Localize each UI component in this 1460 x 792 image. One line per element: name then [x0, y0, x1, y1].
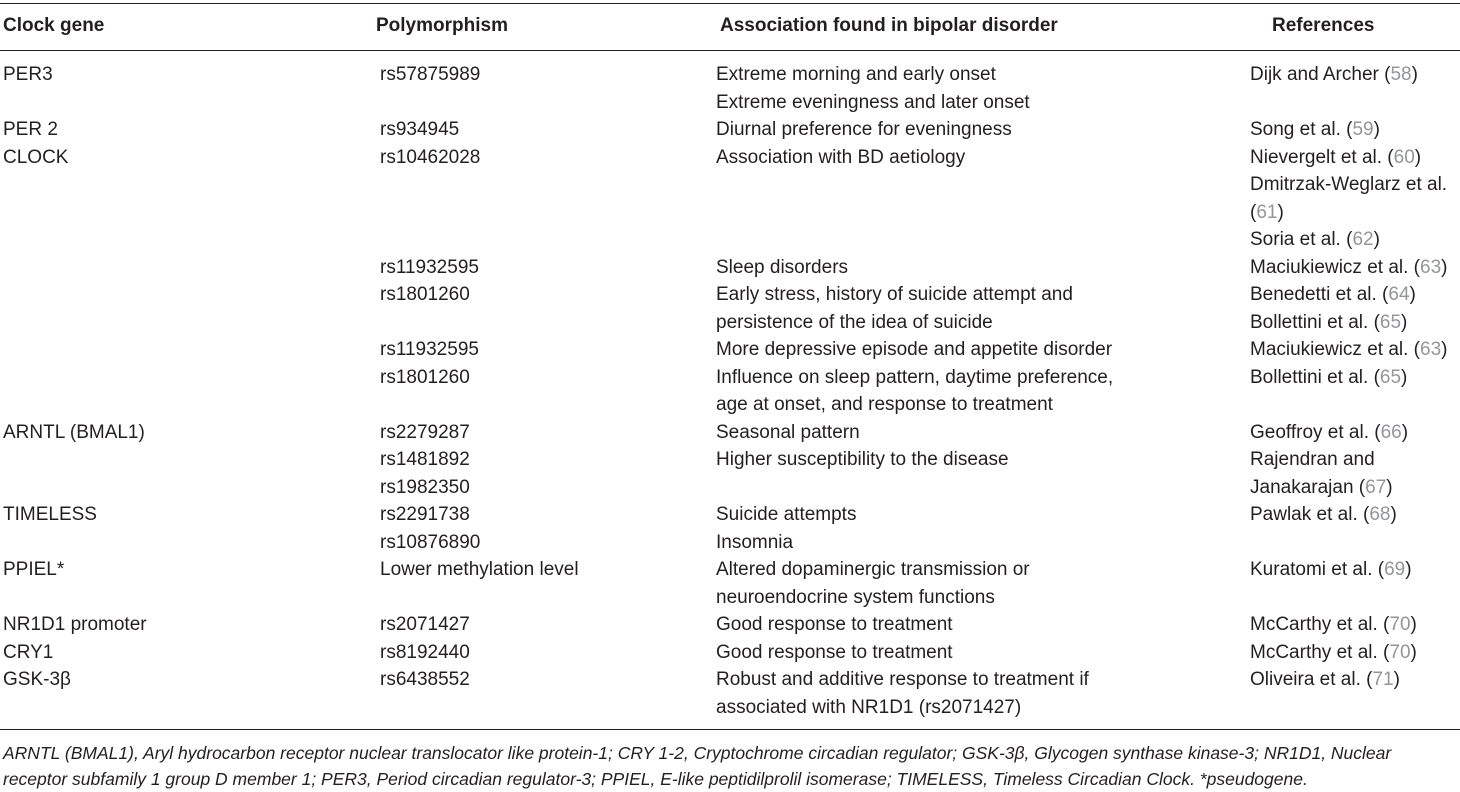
reference-number-link[interactable]: 59	[1352, 119, 1374, 140]
gene-cell	[3, 501, 363, 529]
reference-cell	[1250, 446, 1460, 501]
reference-number-link[interactable]: 65	[1379, 311, 1402, 333]
gene-cell	[3, 116, 363, 144]
reference-cell	[1250, 419, 1460, 447]
reference-text: Nievergelt et al. (	[1250, 146, 1394, 168]
gene-cell-line: GSK-3β	[3, 669, 71, 690]
polymorphism-cell-line: rs1481892	[380, 449, 470, 470]
polymorphism-cell	[380, 639, 700, 667]
header-rule	[0, 50, 1460, 51]
polymorphism-cell	[380, 556, 700, 584]
reference-text: Janakarajan (	[1250, 476, 1366, 498]
gene-cell-line: NR1D1 promoter	[3, 614, 147, 635]
polymorphism-cell-line: rs8192440	[380, 641, 470, 663]
association-cell	[716, 281, 1236, 336]
reference-line	[1250, 446, 1460, 474]
reference-text: Bollettini et al. (	[1250, 311, 1380, 333]
polymorphism-cell-line: rs6438552	[380, 669, 470, 690]
association-cell-line: Sleep disorders	[716, 256, 849, 278]
reference-text: McCarthy et al. (	[1250, 614, 1390, 635]
gene-cell	[3, 61, 363, 89]
reference-line	[1250, 556, 1460, 584]
association-cell-line: Insomnia	[716, 531, 794, 553]
table-row	[0, 364, 1460, 419]
gene-cell-line: CLOCK	[3, 146, 69, 168]
association-cell	[716, 666, 1236, 721]
reference-number-link[interactable]: 70	[1389, 641, 1411, 663]
reference-number-link[interactable]: 68	[1369, 504, 1391, 525]
reference-text: Geoffroy et al. (	[1250, 421, 1381, 443]
reference-close: )	[1405, 559, 1412, 580]
gene-cell	[3, 611, 363, 639]
gene-cell	[3, 556, 363, 584]
association-cell	[716, 364, 1236, 419]
table-row	[0, 144, 1460, 254]
association-cell-line: Good response to treatment	[716, 614, 953, 635]
association-cell-line: Extreme eveningness and later onset	[716, 91, 1030, 113]
association-cell-line: neuroendocrine system functions	[716, 586, 995, 608]
polymorphism-cell-line: rs10462028	[380, 146, 481, 168]
gene-cell	[3, 144, 363, 172]
association-cell-line: Seasonal pattern	[716, 421, 860, 443]
reference-line	[1250, 116, 1460, 144]
reference-close: )	[1401, 311, 1408, 333]
polymorphism-cell-line: rs2071427	[380, 614, 470, 635]
reference-close: )	[1441, 256, 1448, 278]
reference-number-link[interactable]: 58	[1390, 64, 1412, 85]
reference-line	[1250, 309, 1460, 337]
reference-line	[1250, 171, 1460, 199]
reference-text: Benedetti et al. (	[1250, 284, 1389, 305]
reference-text: Kuratomi et al. (	[1250, 559, 1385, 580]
table-row	[0, 666, 1460, 721]
reference-close: )	[1401, 366, 1408, 388]
table-row	[0, 446, 1460, 501]
table-row	[0, 281, 1460, 336]
table-row	[0, 336, 1460, 364]
polymorphism-cell	[380, 116, 700, 144]
reference-cell	[1250, 611, 1460, 639]
polymorphism-cell	[380, 419, 700, 447]
reference-text: Oliveira et al. (	[1250, 669, 1373, 690]
reference-number-link[interactable]: 66	[1380, 421, 1402, 443]
polymorphism-cell-line: Lower methylation level	[380, 559, 579, 580]
association-cell-line: Higher susceptibility to the disease	[716, 449, 1009, 470]
association-cell-line: Robust and additive response to treatment if	[716, 669, 1089, 690]
polymorphism-cell-line: rs2279287	[380, 421, 470, 443]
reference-line	[1250, 419, 1460, 447]
association-cell-line: Altered dopaminergic transmission or	[716, 559, 1030, 580]
reference-close: )	[1411, 64, 1418, 85]
gene-cell-line: TIMELESS	[3, 504, 97, 525]
association-cell	[716, 336, 1236, 364]
reference-line	[1250, 611, 1460, 639]
table-footnote: ARNTL (BMAL1), Aryl hydrocarbon receptor nuclear translocator like protein-1; CRY 1-2, Cryptochrome circadian regulator; GSK-3β, Glycogen synthase kinase-3; NR1D1, Nuclear receptor subfamily 1 group D member 1; PER3, Period circadian regulator-3; PPIEL, E-like peptidilprolil isomerase; TIMELESS, Timeless Circadian Clock. *pseudogene.	[3, 743, 1392, 789]
reference-close: )	[1277, 201, 1284, 223]
reference-number-link[interactable]: 64	[1388, 284, 1410, 305]
reference-close: )	[1409, 284, 1416, 305]
table-row	[0, 419, 1460, 447]
reference-number-link[interactable]: 62	[1352, 229, 1374, 250]
gene-cell	[3, 419, 363, 447]
reference-text: Dmitrzak-Weglarz et al.	[1250, 174, 1448, 195]
reference-cell	[1250, 556, 1460, 584]
table-row	[0, 556, 1460, 611]
association-cell	[716, 116, 1236, 144]
reference-number-link[interactable]: 70	[1389, 614, 1411, 635]
association-cell	[716, 556, 1236, 611]
table-row	[0, 611, 1460, 639]
reference-line	[1250, 281, 1460, 309]
reference-number-link[interactable]: 60	[1393, 146, 1415, 168]
polymorphism-cell	[380, 336, 700, 364]
reference-line	[1250, 61, 1460, 89]
polymorphism-cell-line: rs11932595	[380, 256, 479, 278]
reference-cell	[1250, 364, 1460, 392]
reference-number-link[interactable]: 65	[1379, 366, 1402, 388]
reference-number-link[interactable]: 69	[1384, 559, 1406, 580]
reference-close: )	[1441, 339, 1448, 360]
reference-line	[1250, 254, 1460, 282]
association-cell	[716, 446, 1236, 474]
association-cell-line: associated with NR1D1 (rs2071427)	[716, 696, 1022, 718]
reference-close: )	[1386, 476, 1393, 498]
polymorphism-cell	[380, 281, 700, 309]
reference-cell	[1250, 144, 1460, 254]
gene-cell	[3, 666, 363, 694]
polymorphism-cell-line: rs1801260	[380, 284, 470, 305]
reference-line	[1250, 474, 1460, 502]
polymorphism-cell-line: rs11932595	[380, 339, 479, 360]
reference-text: McCarthy et al. (	[1250, 641, 1390, 663]
polymorphism-cell	[380, 666, 700, 694]
reference-close: )	[1373, 119, 1380, 140]
polymorphism-cell-line: rs1982350	[380, 476, 470, 498]
association-cell-line: Extreme morning and early onset	[716, 64, 996, 85]
reference-number-link[interactable]: 71	[1372, 669, 1394, 690]
reference-line	[1250, 639, 1460, 667]
association-cell	[716, 611, 1236, 639]
table-row	[0, 639, 1460, 667]
reference-close: )	[1410, 641, 1417, 663]
reference-text: Dijk and Archer (	[1250, 64, 1391, 85]
reference-cell	[1250, 116, 1460, 144]
polymorphism-cell	[380, 364, 700, 392]
association-cell	[716, 501, 1236, 556]
polymorphism-cell	[380, 254, 700, 282]
reference-close: )	[1414, 146, 1422, 168]
table-body	[0, 61, 1460, 721]
reference-cell	[1250, 281, 1460, 336]
association-cell-line: persistence of the idea of suicide	[716, 311, 993, 333]
gene-cell	[3, 639, 363, 667]
reference-cell	[1250, 61, 1460, 89]
gene-cell-line: PPIEL*	[3, 559, 65, 580]
polymorphism-cell	[380, 611, 700, 639]
polymorphism-cell-line: rs2291738	[380, 504, 470, 525]
reference-cell	[1250, 254, 1460, 282]
table-row	[0, 116, 1460, 144]
reference-text: (	[1250, 201, 1257, 223]
reference-line	[1250, 199, 1460, 227]
reference-cell	[1250, 336, 1460, 364]
top-rule	[0, 3, 1460, 4]
association-cell-line: Association with BD aetiology	[716, 146, 966, 168]
reference-close: )	[1393, 669, 1400, 690]
reference-close: )	[1373, 229, 1380, 250]
bottom-rule	[0, 729, 1460, 730]
polymorphism-cell	[380, 501, 700, 556]
association-cell	[716, 419, 1236, 447]
reference-line	[1250, 364, 1460, 392]
polymorphism-cell-line: rs10876890	[380, 531, 481, 553]
polymorphism-cell-line: rs57875989	[380, 64, 481, 85]
reference-line	[1250, 144, 1460, 172]
reference-text: Maciukiewicz et al. (	[1250, 339, 1420, 360]
reference-number-link[interactable]: 61	[1256, 201, 1278, 223]
association-cell	[716, 254, 1236, 282]
polymorphism-cell	[380, 446, 700, 501]
association-cell-line: Early stress, history of suicide attempt and	[716, 284, 1073, 305]
reference-text: Maciukiewicz et al. (	[1250, 256, 1420, 278]
reference-close: )	[1390, 504, 1397, 525]
table-row	[0, 501, 1460, 556]
gene-cell-line: PER3	[3, 64, 53, 85]
association-cell	[716, 639, 1236, 667]
reference-cell	[1250, 501, 1460, 529]
gene-cell-line: PER 2	[3, 119, 58, 140]
reference-cell	[1250, 666, 1460, 694]
reference-close: )	[1410, 614, 1417, 635]
table-row	[0, 254, 1460, 282]
association-cell-line: More depressive episode and appetite disorder	[716, 339, 1113, 360]
reference-line	[1250, 336, 1460, 364]
table-row	[0, 61, 1460, 116]
header-association: Association found in bipolar disorder	[720, 15, 1058, 36]
association-cell-line: Good response to treatment	[716, 641, 953, 663]
association-cell	[716, 61, 1236, 116]
association-cell	[716, 144, 1236, 172]
reference-number-link[interactable]: 67	[1365, 476, 1387, 498]
reference-number-link[interactable]: 63	[1420, 256, 1442, 278]
polymorphism-cell-line: rs934945	[380, 119, 460, 140]
reference-text: Song et al. (	[1250, 119, 1353, 140]
reference-line	[1250, 501, 1460, 529]
association-cell-line: age at onset, and response to treatment	[716, 394, 1053, 415]
header-clock-gene: Clock gene	[3, 15, 105, 36]
gene-cell-line: CRY1	[3, 641, 54, 663]
reference-cell	[1250, 639, 1460, 667]
reference-line	[1250, 666, 1460, 694]
association-cell-line: Diurnal preference for eveningness	[716, 119, 1012, 140]
reference-number-link[interactable]: 63	[1420, 339, 1442, 360]
polymorphism-cell	[380, 61, 700, 89]
header-references: References	[1272, 15, 1375, 36]
reference-line	[1250, 226, 1460, 254]
header-polymorphism: Polymorphism	[376, 15, 508, 36]
association-cell-line: Suicide attempts	[716, 504, 857, 525]
reference-text: Bollettini et al. (	[1250, 366, 1380, 388]
gene-cell-line: ARNTL (BMAL1)	[3, 421, 145, 443]
polymorphism-cell	[380, 144, 700, 172]
reference-text: Soria et al. (	[1250, 229, 1353, 250]
reference-close: )	[1401, 421, 1409, 443]
association-cell-line: Influence on sleep pattern, daytime preference,	[716, 366, 1114, 388]
polymorphism-cell-line: rs1801260	[380, 366, 470, 388]
reference-text: Rajendran and	[1250, 449, 1375, 470]
reference-text: Pawlak et al. (	[1250, 504, 1370, 525]
